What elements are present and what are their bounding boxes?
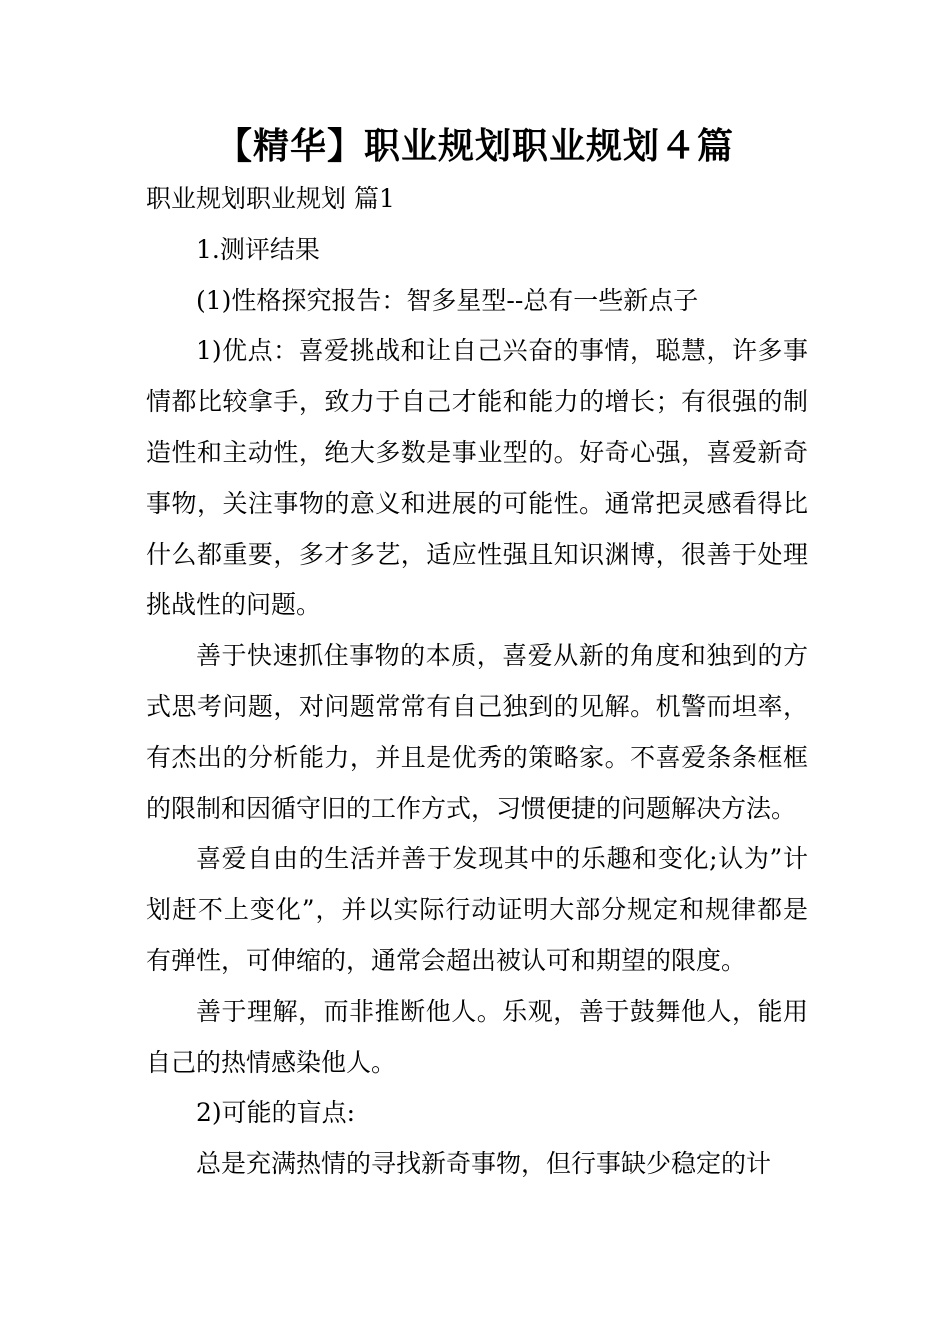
paragraph-personality-report: (1)性格探究报告：智多星型--总有一些新点子 — [196, 285, 699, 315]
paragraph-blind-spots: 总是充满热情的寻找新奇事物，但行事缺少稳定的计 — [196, 1149, 772, 1179]
paragraph-freedom: 喜爱自由的生活并善于发现其中的乐趣和变化;认为”计划赶不上变化”，并以实际行动证明大部分规定和规律都是有弹性，可伸缩的，通常会超出被认可和期望的限度。 — [146, 844, 808, 975]
section-heading: 职业规划职业规划 篇1 — [146, 184, 395, 213]
paragraph-essence: 善于快速抓住事物的本质，喜爱从新的角度和独到的方式思考问题，对问题常常有自己独到的见解。机警而坦率，有杰出的分析能力，并且是优秀的策略家。不喜爱条条框框的限制和因循守旧的工作方式，习惯便捷的问题解决方法。 — [146, 641, 808, 823]
paragraph-test-results: 1.测评结果 — [196, 234, 320, 264]
paragraph-blind-spots-heading: 2)可能的盲点: — [196, 1098, 356, 1128]
paragraph-strengths: 1)优点：喜爱挑战和让自己兴奋的事情，聪慧，许多事情都比较拿手，致力于自己才能和能力的增长；有很强的制造性和主动性，绝大多数是事业型的。好奇心强，喜爱新奇事物，关注事物的意义和进展的可能性。通常把灵感看得比什么都重要，多才多艺，适应性强且知识渊博，很善于处理挑战性的问题。 — [146, 336, 808, 620]
document-body — [146, 174, 808, 1190]
paragraph-understanding: 善于理解，而非推断他人。乐观，善于鼓舞他人，能用自己的热情感染他人。 — [146, 996, 808, 1077]
document-title: 【精华】职业规划职业规划４篇 — [215, 126, 734, 167]
